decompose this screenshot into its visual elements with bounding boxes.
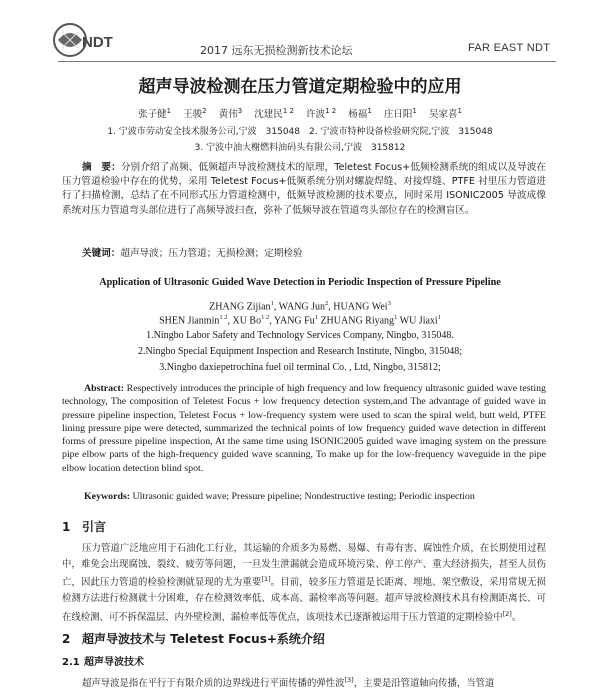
english-authors-line-1: ZHANG Zijian$^1$, WANG Jun$^2$, HUANG Wei$^3$ [209, 300, 391, 313]
chinese-affiliation-1: 1. 宁波市劳动安全技术服务公司,宁波 315048 2. 宁波市特种设备检验研究院,宁波 315048 [107, 127, 493, 137]
section-1-paragraph: 压力管道广泛地应用于石油化工行业，其运输的介质多为易燃、易爆、有毒有害、腐蚀性介质，在长期使用过程中，难免会出现腐蚀、裂纹、疲劳等问题，一旦发生泄漏就会造成环境污染、停工停产、重大经济损失，甚至人员伤亡，因此压力管道的检验检测就显现的尤为重要[1]。目前，较多压力管道是长距离、埋地、架空敷设，采用常规无损检测方法进行检测就十分困难，存在检测效率低、成本高、漏检率高等问题。超声导波检测技术具有检测距离长、可在线检测、可不拆保温层、内外壁检测、漏检率低等优点，该项技术已逐渐被运用于压力管道的定期检验中[2]。 [62, 543, 546, 624]
abstract-label: 摘 要： [82, 162, 121, 173]
journal-header: FAR EAST NDT [468, 42, 551, 54]
chinese-authors [0, 106, 600, 120]
abstract-text: 分别介绍了高频、低频超声导波检测技术的原理，Teletest Focus+低频检测系统的组成以及导波在压力管道检验中存在的优势，采用 Teletest Focus+低频系统分别对螺旋焊缝、对接焊缝、PTFE 衬里压力管道进行了扫描检测，总结了在不同形式压力管道检测中，低频导波检测的技术要点，同时采用 ISONIC2005 导波成像系统对压力管道弯头部位进行了高频导波扫查，弥补了低频导波在管道弯头部位存在的检测盲区。 [62, 162, 547, 216]
citation: [1] [261, 575, 271, 584]
author: 沈建民$^{1 2}$ [254, 106, 294, 120]
section-2-1-paragraph: 超声导波是指在平行于有限介质的边界线进行平面传播的弹性波[3]，主要是沿管道轴向传播，当管道 [82, 676, 495, 690]
conference-header: 2017 远东无损检测新技术论坛 [200, 44, 353, 57]
header-divider [58, 61, 556, 62]
abstract-text: Respectively introduces the principle of high frequency and low frequency ultrasonic guided wave testing technology, The composition of Teletest Focus + low frequency detection system,and The advantage of guided wave in pressure pipeline inspection, Teletest Focus + low-frequency system were used to scan the spiral weld, butt weld, PTFE lining pressure pipe were detected, summarized the technical points of low frequency guided wave detection in different forms of pressure pipeline inspection, At the same time using ISONIC2005 guided wave imaging system on the pressure pipe elbow parts of the high-frequency guided wave scanning, To make up for the low-frequency waveguide in the pipe elbow location detection blind spot. [62, 383, 546, 474]
keywords-text: 超声导波；压力管道；无损检测；定期检验 [120, 248, 303, 259]
keywords-label: 关键词： [82, 248, 121, 259]
author: 吴家喜$^1$ [428, 106, 462, 120]
author: 许波$^{1 2}$ [306, 106, 337, 120]
english-keywords [62, 491, 546, 502]
citation: [3] [344, 676, 354, 684]
english-affiliation-2: 2.Ningbo Special Equipment Inspection and Research Institute, Ningbo, 315048; [137, 346, 463, 357]
english-title: Application of Ultrasonic Guided Wave Detection in Periodic Inspection of Pressure Pipeline [99, 277, 501, 288]
chinese-keywords [82, 245, 303, 259]
citation: [2] [502, 609, 512, 618]
abstract-label: Abstract: [84, 383, 125, 394]
author: 庄日阳$^1$ [383, 106, 417, 120]
author: 张子健$^1$ [138, 106, 172, 120]
ndt-logo-icon [52, 20, 124, 60]
english-affiliation-3: 3.Ningbo daxiepetrochina fuel oil terminal Co. , Ltd, Ningbo, 315812; [159, 362, 441, 373]
author: 王骏$^2$ [183, 106, 207, 120]
chinese-title: 超声导波检测在压力管道定期检验中的应用 [138, 77, 462, 97]
english-authors-line-2: SHEN Jianmin$^{1 2}$, XU $Bo^{1 2}$, YANG Fu$^1$ ZHUANG Riyang$^1$ WU Jiaxi$^1$ [159, 314, 441, 327]
author: 黄伟$^3$ [218, 106, 243, 120]
chinese-affiliation-2: 3. 宁波中油大榭燃料油码头有限公司,宁波 315812 [194, 143, 406, 153]
keywords-text: Ultrasonic guided wave; Pressure pipeline; Nondestructive testing; Periodic inspection [132, 491, 475, 502]
chinese-abstract [62, 161, 546, 218]
english-affiliation-1: 1.Ningbo Labor Safety and Technology Services Company, Ningbo, 315048. [146, 330, 454, 341]
author: 杨福$^1$ [348, 106, 372, 120]
logo-text: NDT [82, 34, 113, 51]
english-abstract [62, 382, 546, 475]
section-1-heading: 1 引言 [62, 520, 107, 534]
subsection-2-1-heading: 2.1 超声导波技术 [62, 657, 144, 668]
keywords-label: Keywords: [84, 491, 131, 502]
section-2-heading: 2 超声导波技术与 Teletest Focus+系统介绍 [62, 632, 325, 646]
